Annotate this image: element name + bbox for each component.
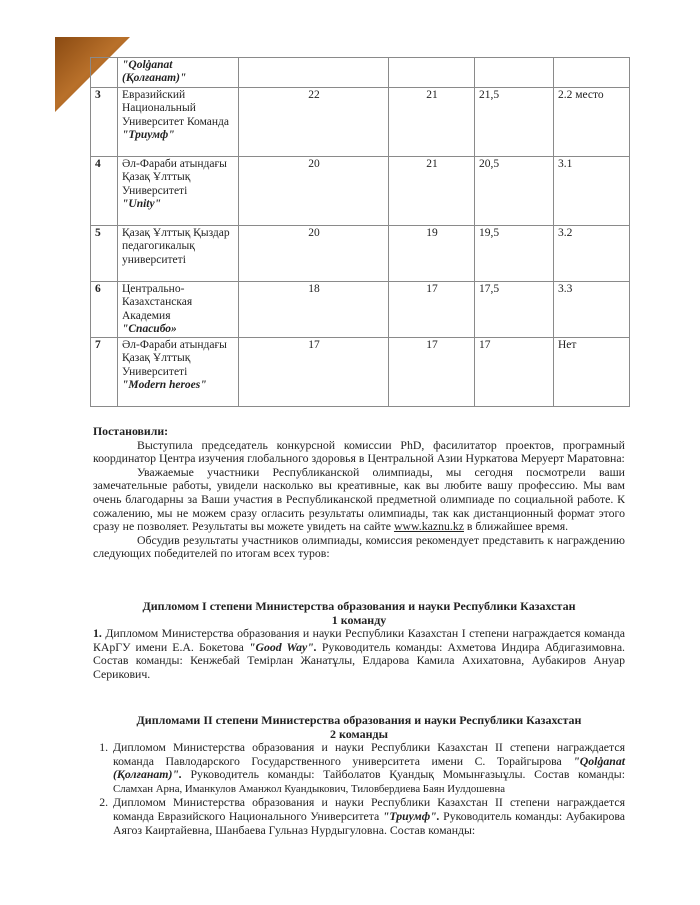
team-name: "Good Way".	[248, 639, 317, 654]
university-name: Центрально-Казахстанская Академия	[122, 283, 193, 322]
score-1: 18	[239, 282, 389, 338]
university-name: Әл-Фараби атындағы Қазақ Ұлттық Университеті	[122, 339, 227, 378]
average-score: 21,5	[475, 88, 554, 157]
results-table	[90, 57, 630, 407]
place: 3.2	[554, 226, 630, 282]
score-2: 19	[389, 226, 475, 282]
team-name: "Unity"	[122, 197, 161, 210]
table-row	[91, 226, 630, 282]
row-number: 3	[91, 88, 118, 157]
university-name: Әл-Фараби атындағы Қазақ Ұлттық Университеті	[122, 158, 227, 197]
diploma-1-item: 1. Дипломом Министерства образования и науки Республики Казахстан I степени награждается команда КАрГУ имени Е.А. Бокетова "Good Way". Руководитель команды: Ахметова Индира Абдигазимовна. Состав команды: Кенжебай Темірлан Жанатұлы, Елдарова Камила Ахихатовна, Аубакиров Ануар Серикович.	[93, 626, 625, 681]
resolution-paragraph-3: Обсудив результаты участников олимпиады, комиссия рекомендует представить к награждению следующих победителей по итогам всех туров:	[93, 532, 625, 561]
resolution-paragraph-2: Уважаемые участники Республиканской олимпиады, мы сегодня посмотрели ваши замечательные работы, увидели насколько вы креативные, как вы любите вашу профессию. Мы вам очень благодарны за Ваши участия в Республиканской предметной олимпиаде по социальной работе. К сожалению, мы не можем сразу огласить результаты олимпиады, так как дистанционный формат этого сразу не позволяет. Результаты вы можете увидеть на сайте www.kaznu.kz в ближайшее время.	[93, 464, 625, 534]
resolution-paragraph-1: Выступила председатель конкурсной комиссии PhD, фасилитатор проектов, програмный координатор Центра изучения глобального здоровья в Центральной Азии Нуркатова Меруерт Маратовна:	[93, 437, 625, 466]
row-number: 5	[91, 226, 118, 282]
score-1: 17	[239, 338, 389, 407]
diploma-1-title: Дипломом I степени Министерства образования и науки Республики Казахстан	[142, 599, 576, 613]
resolution-label: Постановили:	[93, 424, 169, 438]
score-1: 22	[239, 88, 389, 157]
average-score: 19,5	[475, 226, 554, 282]
team-name: "Modern heroes"	[122, 379, 207, 392]
row-number: 4	[91, 157, 118, 226]
average-score: 20,5	[475, 157, 554, 226]
university-name: Қазақ Ұлттық Қыздар педагогикалық университеті	[122, 227, 230, 266]
diploma-2-item: 2. Дипломом Министерства образования и науки Республики Казахстан II степени награждается команда Евразийского Национального Университета "Триумф". Руководитель команды: Аубакирова Аягоз Каиртайевна, Шанбаева Гульназ Нурдыгуловна. Состав команды:	[111, 796, 625, 837]
place: 3.3	[554, 282, 630, 338]
diploma-2-title: Дипломами II степени Министерства образования и науки Республики Казахстан	[136, 713, 582, 727]
score-2: 17	[389, 282, 475, 338]
place: 3.1	[554, 157, 630, 226]
table-row	[91, 58, 630, 88]
diploma-2-section	[93, 713, 625, 837]
place: Нет	[554, 338, 630, 407]
table-row	[91, 157, 630, 226]
diploma-2-subtitle: 2 команды	[330, 727, 388, 741]
team-name: "Qolġanat (Қолғанат)"	[122, 59, 187, 85]
average-score: 17	[475, 338, 554, 407]
diploma-2-item: 1. Дипломом Министерства образования и науки Республики Казахстан II степени награждается команда Павлодарского Государственного университета имени С. Торайгырова "Qolġanat (Қолғанат)". Руководитель команды: Тайболатов Қуандық Момынғазыұлы. Состав команды: Сламхан Арна, Иманкулов Аманжол Куандыкович, Тиловбердиева Баян Иулдошевна	[111, 741, 625, 796]
average-score: 17,5	[475, 282, 554, 338]
diploma-1-subtitle: 1 команду	[331, 613, 387, 627]
kaznu-link[interactable]: www.kaznu.kz	[393, 519, 464, 534]
score-2: 21	[389, 157, 475, 226]
team-name: "Спасибо»	[122, 322, 177, 335]
place: 2.2 место	[554, 88, 630, 157]
score-2: 17	[389, 338, 475, 407]
score-1: 20	[239, 226, 389, 282]
row-number: 7	[91, 338, 118, 407]
university-name: Евразийский Национальный Университет Команда	[122, 89, 229, 128]
resolution-section	[93, 425, 625, 561]
team-name: "Триумф"	[122, 128, 175, 141]
table-row	[91, 88, 630, 157]
score-2: 21	[389, 88, 475, 157]
team-name: "Qolġanat (Қолғанат)".	[113, 753, 625, 782]
score-1: 20	[239, 157, 389, 226]
row-number: 6	[91, 282, 118, 338]
team-name: "Триумф".	[382, 808, 440, 823]
diploma-2-list	[93, 741, 625, 837]
diploma-1-section	[93, 599, 625, 681]
table-row	[91, 338, 630, 407]
table-row	[91, 282, 630, 338]
